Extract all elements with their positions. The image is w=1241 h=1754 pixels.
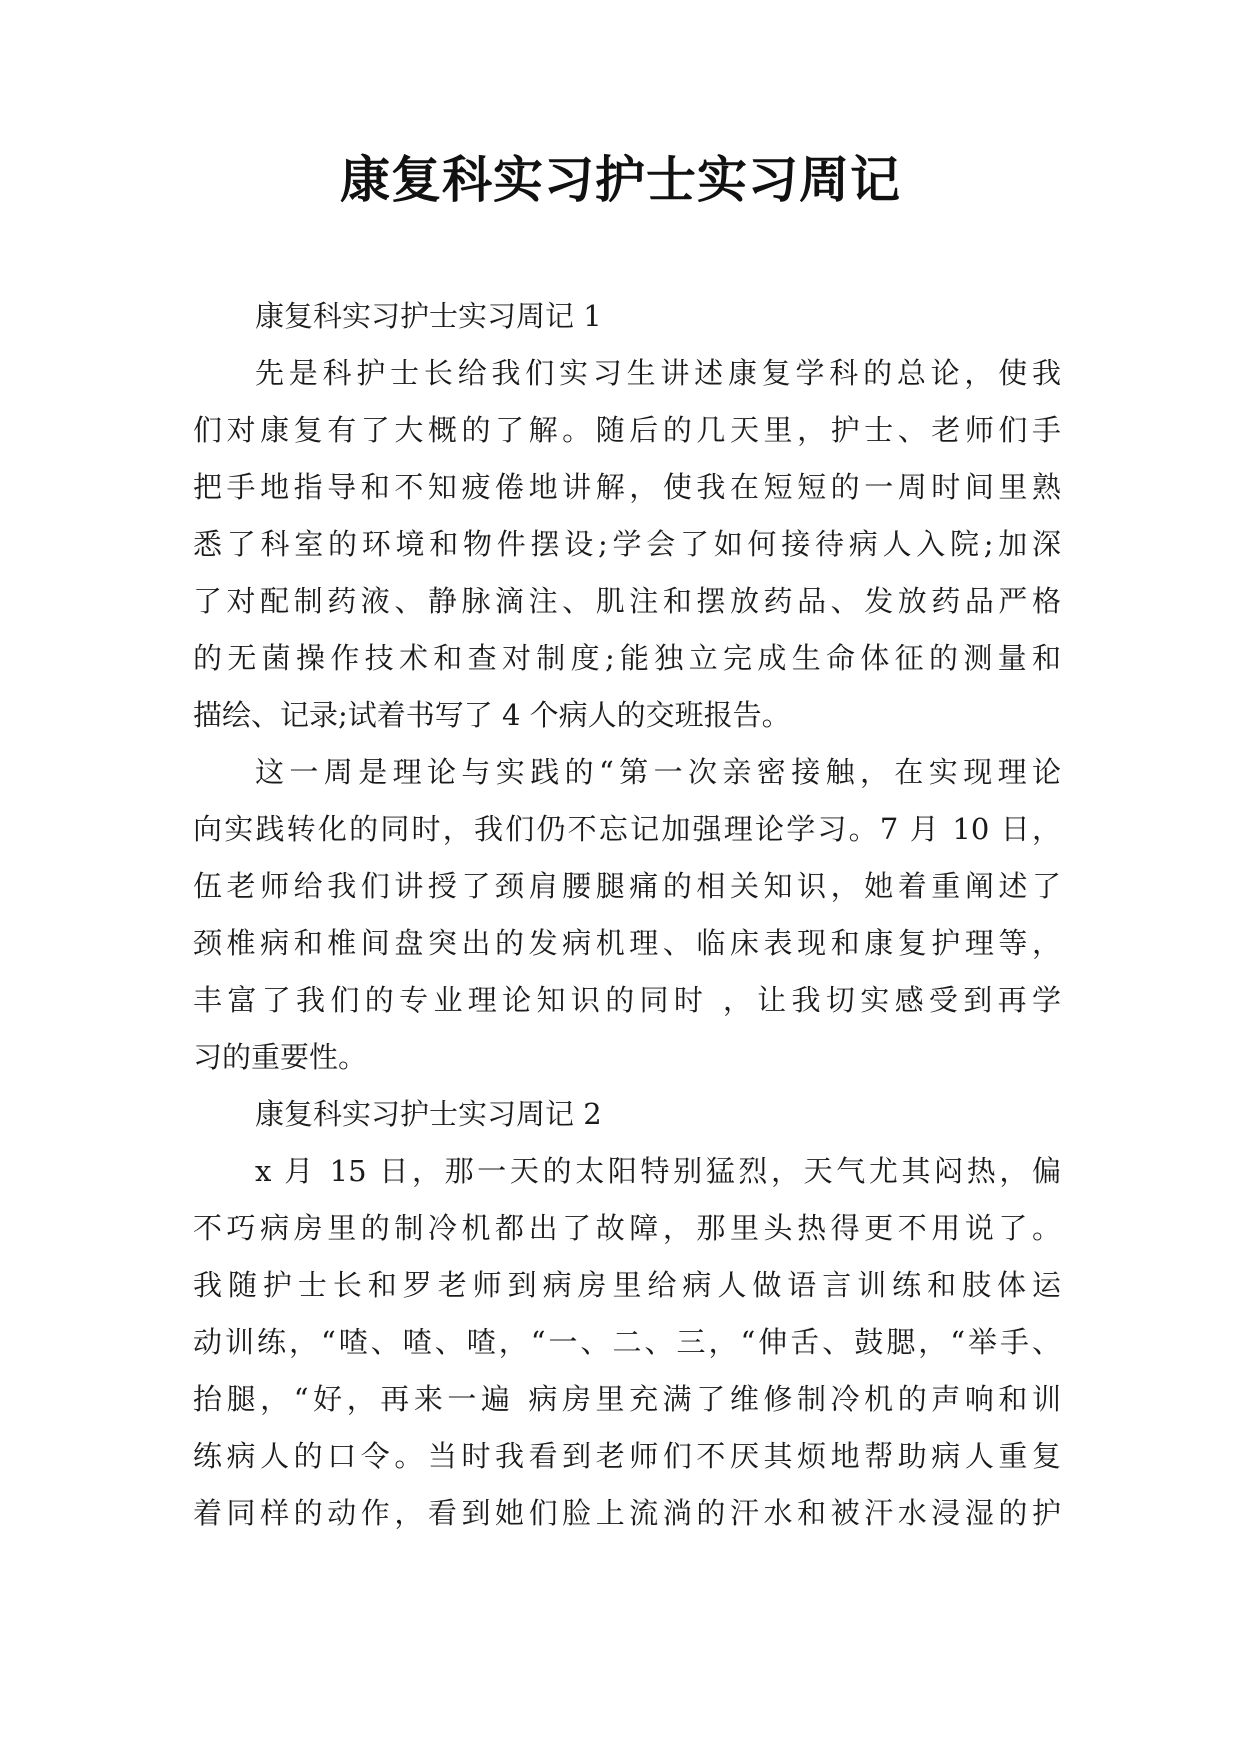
paragraph-line: x 月 15 日，那一天的太阳特别猛烈，天气尤其闷热，偏 <box>255 1154 1061 1188</box>
paragraph-line: 丰富了我们的专业理论知识的同时 ，让我切实感受到再学 <box>193 983 1061 1017</box>
paragraph-line: 先是科护士长给我们实习生讲述康复学科的总论，使我 <box>255 356 1061 390</box>
document-title: 康复科实习护士实习周记 <box>340 150 901 209</box>
paragraph-line: 这一周是理论与实践的“第一次亲密接触，在实现理论 <box>255 755 1061 789</box>
paragraph-line: 不巧病房里的制冷机都出了故障，那里头热得更不用说了。 <box>193 1211 1061 1245</box>
paragraph-line: 的无菌操作技术和查对制度;能独立完成生命体征的测量和 <box>193 641 1061 675</box>
paragraph-line: 我随护士长和罗老师到病房里给病人做语言训练和肢体运 <box>193 1268 1061 1302</box>
paragraph-line: 了对配制药液、静脉滴注、肌注和摆放药品、发放药品严格 <box>193 584 1061 618</box>
paragraph-line: 把手地指导和不知疲倦地讲解，使我在短短的一周时间里熟 <box>193 470 1061 504</box>
section-heading-1: 康复科实习护士实习周记 1 <box>255 299 602 333</box>
paragraph-line: 动训练，“喳、喳、喳，“一、二、三，“伸舌、鼓腮，“举手、 <box>193 1325 1061 1359</box>
paragraph-line: 颈椎病和椎间盘突出的发病机理、临床表现和康复护理等， <box>193 926 1061 960</box>
paragraph-line: 着同样的动作，看到她们脸上流淌的汗水和被汗水浸湿的护 <box>193 1496 1061 1530</box>
paragraph-line: 练病人的口令。当时我看到老师们不厌其烦地帮助病人重复 <box>193 1439 1061 1473</box>
paragraph-line: 描绘、记录;试着书写了 4 个病人的交班报告。 <box>193 698 791 732</box>
document-body <box>193 288 1061 1542</box>
section-heading-2: 康复科实习护士实习周记 2 <box>255 1097 602 1131</box>
paragraph-line: 们对康复有了大概的了解。随后的几天里，护士、老师们手 <box>193 413 1061 447</box>
paragraph-line: 向实践转化的同时，我们仍不忘记加强理论学习。7 月 10 日， <box>193 812 1061 846</box>
paragraph-line: 伍老师给我们讲授了颈肩腰腿痛的相关知识，她着重阐述了 <box>193 869 1061 903</box>
paragraph-line: 抬腿，“好，再来一遍 病房里充满了维修制冷机的声响和训 <box>193 1382 1061 1416</box>
paragraph-line: 习的重要性。 <box>193 1040 368 1074</box>
paragraph-line: 悉了科室的环境和物件摆设;学会了如何接待病人入院;加深 <box>193 527 1061 561</box>
